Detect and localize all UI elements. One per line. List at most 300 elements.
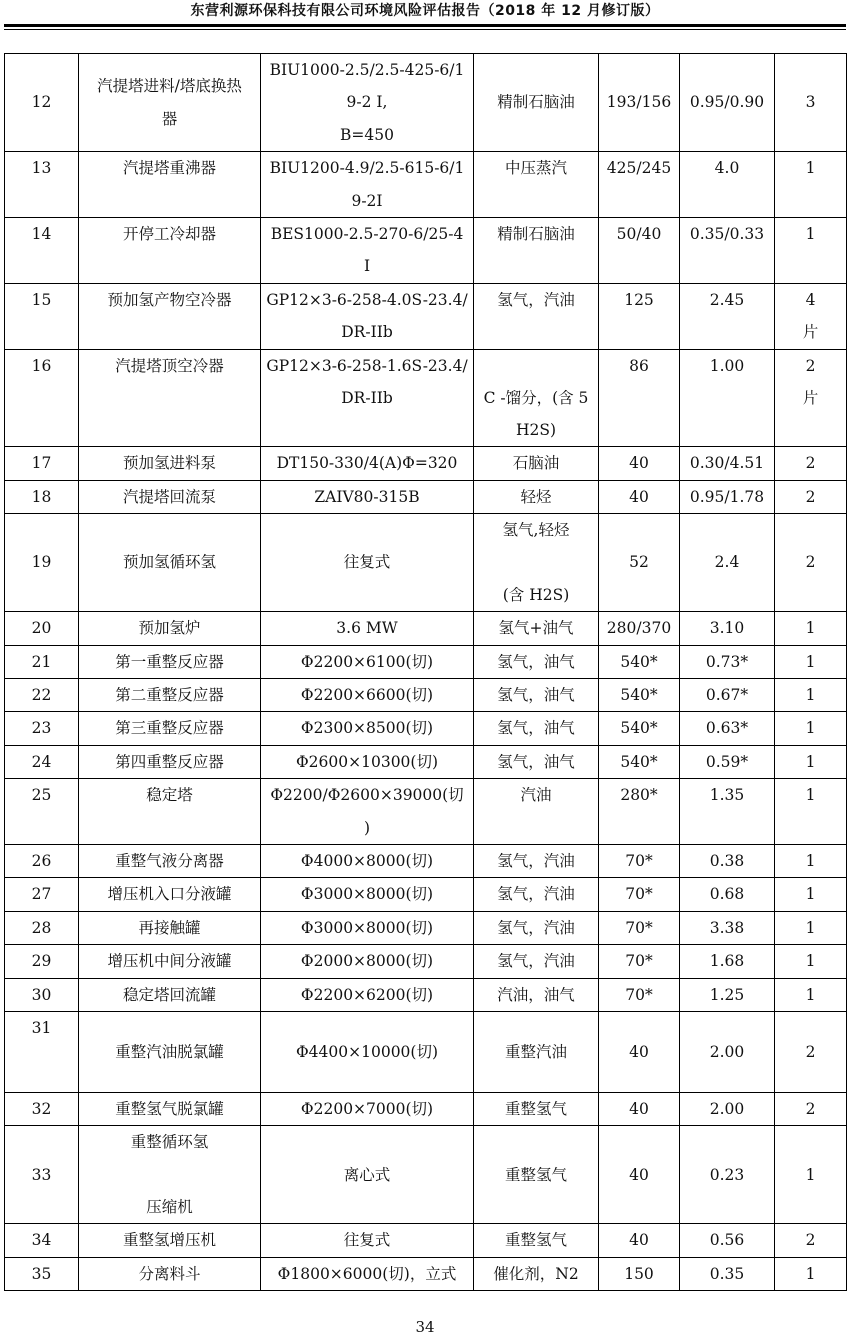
cell-medium-line: H2S) xyxy=(515,421,557,440)
cell-medium-line: 重整汽油 xyxy=(504,1042,567,1061)
cell-temperature-line: 280* xyxy=(620,786,658,805)
cell-spec-line: Φ2000×8000(切) xyxy=(300,952,434,971)
cell-medium-line xyxy=(476,350,596,382)
cell-no-text: 19 xyxy=(31,553,52,572)
cell-no xyxy=(5,911,79,944)
cell-quantity xyxy=(775,283,847,349)
cell-quantity-line: 1 xyxy=(805,851,816,870)
cell-name xyxy=(79,978,261,1011)
cell-temperature xyxy=(599,218,680,284)
cell-pressure xyxy=(680,911,775,944)
cell-quantity xyxy=(775,844,847,877)
cell-name xyxy=(79,645,261,678)
cell-pressure xyxy=(680,844,775,877)
cell-quantity-line: 1 xyxy=(805,985,816,1004)
cell-temperature-line: 540* xyxy=(620,685,658,704)
header-rule-thin xyxy=(4,29,846,30)
cell-quantity-line: 1 xyxy=(805,159,816,178)
cell-pressure-line: 3.38 xyxy=(709,918,745,937)
header-rule-thick xyxy=(4,24,846,27)
table-row xyxy=(5,712,847,745)
table-row xyxy=(5,514,847,612)
cell-temperature-line: 193/156 xyxy=(606,93,672,112)
cell-pressure xyxy=(680,447,775,480)
cell-no xyxy=(5,779,79,845)
cell-medium-line: 汽油，油气 xyxy=(497,985,575,1004)
cell-quantity-line: 片 xyxy=(802,389,819,408)
cell-spec xyxy=(261,514,474,612)
cell-temperature-line: 70* xyxy=(625,851,653,870)
cell-spec xyxy=(261,878,474,911)
cell-spec xyxy=(261,978,474,1011)
cell-spec-line: Φ4400×10000(切) xyxy=(295,1042,439,1061)
cell-medium xyxy=(474,945,599,978)
cell-pressure xyxy=(680,1257,775,1290)
cell-temperature xyxy=(599,1011,680,1092)
cell-temperature xyxy=(599,678,680,711)
cell-temperature-line: 70* xyxy=(625,918,653,937)
table-row xyxy=(5,1092,847,1125)
cell-quantity xyxy=(775,645,847,678)
cell-pressure xyxy=(680,1011,775,1092)
cell-medium-line: 氢气，油气 xyxy=(497,685,575,704)
cell-medium xyxy=(474,911,599,944)
cell-quantity-line: 2 xyxy=(805,553,816,572)
cell-quantity xyxy=(775,152,847,218)
cell-quantity-line: 4 xyxy=(805,290,816,309)
cell-spec-line: GP12×3-6-258-4.0S-23.4/ xyxy=(266,290,468,309)
cell-temperature-line: 50/40 xyxy=(616,225,662,244)
cell-pressure xyxy=(680,612,775,645)
cell-medium-line: 轻烃 xyxy=(520,487,552,506)
cell-spec-line: GP12×3-6-258-1.6S-23.4/ xyxy=(266,356,468,375)
cell-pressure xyxy=(680,978,775,1011)
cell-quantity-line: 1 xyxy=(805,885,816,904)
table-row xyxy=(5,349,847,447)
cell-medium xyxy=(474,844,599,877)
cell-medium-line: 精制石脑油 xyxy=(497,93,575,112)
cell-temperature xyxy=(599,779,680,845)
cell-medium xyxy=(474,349,599,447)
cell-pressure xyxy=(680,712,775,745)
cell-name-line: 再接触罐 xyxy=(138,918,201,937)
cell-no xyxy=(5,878,79,911)
cell-spec xyxy=(261,283,474,349)
cell-medium xyxy=(474,1011,599,1092)
cell-name xyxy=(79,712,261,745)
cell-pressure xyxy=(680,152,775,218)
cell-pressure-line: 0.59* xyxy=(705,752,749,771)
cell-spec-line: ZAIV80-315B xyxy=(314,487,420,506)
cell-spec-line: ) xyxy=(363,818,371,837)
cell-no-text: 29 xyxy=(31,952,52,971)
cell-spec xyxy=(261,612,474,645)
cell-quantity-line: 1 xyxy=(805,652,816,671)
cell-spec-line: BIU1200-4.9/2.5-615-6/1 xyxy=(269,159,465,178)
cell-no-text: 32 xyxy=(31,1099,52,1118)
cell-name-line: 第一重整反应器 xyxy=(115,652,224,671)
table-row xyxy=(5,152,847,218)
cell-no xyxy=(5,1092,79,1125)
cell-name xyxy=(79,1224,261,1257)
cell-quantity-line: 1 xyxy=(805,952,816,971)
cell-temperature xyxy=(599,54,680,152)
cell-spec xyxy=(261,712,474,745)
cell-temperature xyxy=(599,878,680,911)
cell-name xyxy=(79,878,261,911)
cell-name-line: 增压机入口分液罐 xyxy=(107,885,232,904)
cell-spec xyxy=(261,54,474,152)
cell-name xyxy=(79,1257,261,1290)
cell-temperature xyxy=(599,1126,680,1224)
cell-spec-line: BES1000-2.5-270-6/25-4 xyxy=(270,225,464,244)
cell-name xyxy=(79,283,261,349)
cell-temperature xyxy=(599,480,680,513)
cell-spec-line: 往复式 xyxy=(343,553,391,572)
cell-no-text: 14 xyxy=(31,225,52,244)
table-row xyxy=(5,480,847,513)
cell-medium xyxy=(474,218,599,284)
table-row xyxy=(5,1224,847,1257)
cell-pressure-line: 0.35 xyxy=(709,1264,745,1283)
cell-spec-line: 9-2 I, xyxy=(346,93,388,112)
cell-name xyxy=(79,447,261,480)
cell-pressure-line: 2.4 xyxy=(714,553,740,572)
cell-no xyxy=(5,945,79,978)
cell-medium xyxy=(474,645,599,678)
cell-spec xyxy=(261,844,474,877)
cell-no-text: 30 xyxy=(31,985,52,1004)
cell-no-text: 21 xyxy=(31,652,52,671)
cell-pressure-line: 4.0 xyxy=(714,159,740,178)
cell-spec xyxy=(261,1092,474,1125)
cell-medium xyxy=(474,1092,599,1125)
report-header: 东营利源环保科技有限公司环境风险评估报告（2018 年 12 月修订版） xyxy=(190,3,660,19)
table-row xyxy=(5,844,847,877)
cell-temperature-line: 40 xyxy=(629,1042,649,1061)
cell-no xyxy=(5,745,79,778)
cell-name xyxy=(79,480,261,513)
cell-temperature-line: 70* xyxy=(625,885,653,904)
cell-medium xyxy=(474,612,599,645)
cell-spec xyxy=(261,779,474,845)
cell-temperature xyxy=(599,1257,680,1290)
cell-no-text: 23 xyxy=(31,719,52,738)
cell-name xyxy=(79,911,261,944)
cell-spec xyxy=(261,152,474,218)
cell-no-text: 17 xyxy=(31,454,52,473)
cell-name-line: 重整气液分离器 xyxy=(115,851,224,870)
cell-pressure xyxy=(680,218,775,284)
cell-quantity xyxy=(775,745,847,778)
cell-name-line: 重整氢增压机 xyxy=(122,1231,216,1250)
cell-spec xyxy=(261,1224,474,1257)
cell-spec-line: Φ2200/Φ2600×39000(切 xyxy=(270,786,464,805)
cell-no xyxy=(5,480,79,513)
cell-medium-line: (含 H2S) xyxy=(502,585,570,604)
cell-spec-line: BIU1000-2.5/2.5-425-6/1 xyxy=(269,61,465,79)
cell-spec xyxy=(261,1257,474,1290)
equipment-table xyxy=(4,53,847,1291)
cell-pressure xyxy=(680,54,775,152)
cell-name-line: 预加氢循环氢 xyxy=(122,553,216,572)
cell-quantity xyxy=(775,1257,847,1290)
cell-name xyxy=(79,1092,261,1125)
cell-temperature-line: 150 xyxy=(624,1264,654,1283)
cell-no xyxy=(5,349,79,447)
cell-spec xyxy=(261,447,474,480)
cell-temperature-line: 125 xyxy=(624,290,654,309)
cell-pressure xyxy=(680,1224,775,1257)
cell-no-text: 20 xyxy=(31,619,52,638)
cell-medium-line: 重整氢气 xyxy=(504,1231,567,1250)
cell-medium xyxy=(474,745,599,778)
cell-spec xyxy=(261,745,474,778)
cell-spec xyxy=(261,218,474,284)
cell-spec-line: Φ2200×6100(切) xyxy=(300,652,434,671)
page-number: 34 xyxy=(415,1318,435,1336)
cell-medium-line: 氢气，油气 xyxy=(497,752,575,771)
cell-name xyxy=(79,218,261,284)
cell-name-line: 分离料斗 xyxy=(138,1264,201,1283)
cell-temperature-line: 40 xyxy=(629,487,649,506)
cell-medium-line: 氢气，油气 xyxy=(497,652,575,671)
cell-temperature-line: 40 xyxy=(629,454,649,473)
cell-pressure-line: 1.00 xyxy=(709,356,745,375)
cell-no-text: 35 xyxy=(31,1264,52,1283)
table-row xyxy=(5,283,847,349)
cell-spec xyxy=(261,349,474,447)
cell-medium xyxy=(474,447,599,480)
cell-quantity xyxy=(775,1126,847,1224)
cell-name xyxy=(79,779,261,845)
cell-no-text: 12 xyxy=(31,93,52,112)
cell-name xyxy=(79,152,261,218)
cell-medium-line: 精制石脑油 xyxy=(497,225,575,244)
table-row xyxy=(5,745,847,778)
cell-no xyxy=(5,218,79,284)
cell-quantity xyxy=(775,514,847,612)
cell-no xyxy=(5,152,79,218)
cell-no-text: 31 xyxy=(31,1018,52,1037)
cell-name xyxy=(79,945,261,978)
cell-temperature-line: 40 xyxy=(629,1165,649,1184)
cell-name xyxy=(79,678,261,711)
cell-temperature xyxy=(599,712,680,745)
cell-quantity-line: 1 xyxy=(805,225,816,244)
table-row xyxy=(5,978,847,1011)
cell-name-line: 第三重整反应器 xyxy=(115,719,224,738)
cell-medium xyxy=(474,779,599,845)
table-row xyxy=(5,1011,847,1092)
cell-no xyxy=(5,612,79,645)
cell-medium-line: 汽油 xyxy=(520,786,552,805)
cell-spec-line: I xyxy=(363,257,371,276)
cell-temperature-line: 52 xyxy=(629,553,649,572)
cell-no-text: 25 xyxy=(31,786,52,805)
cell-temperature-line: 425/245 xyxy=(606,159,672,178)
cell-quantity xyxy=(775,447,847,480)
cell-pressure-line: 0.63* xyxy=(705,719,749,738)
cell-medium-line: 氢气，汽油 xyxy=(497,918,575,937)
cell-pressure xyxy=(680,1092,775,1125)
cell-pressure-line: 0.35/0.33 xyxy=(689,225,765,244)
cell-pressure-line: 0.95/0.90 xyxy=(689,93,765,112)
cell-quantity-line: 2 xyxy=(805,1231,816,1250)
cell-medium-line: 氢气，汽油 xyxy=(497,851,575,870)
cell-pressure-line: 0.73* xyxy=(705,652,749,671)
cell-no xyxy=(5,712,79,745)
cell-pressure-line: 0.67* xyxy=(705,685,749,704)
cell-name-line: 增压机中间分液罐 xyxy=(107,952,232,971)
cell-temperature xyxy=(599,645,680,678)
cell-medium xyxy=(474,514,599,612)
cell-name-line: 压缩机 xyxy=(146,1197,193,1216)
cell-quantity xyxy=(775,1092,847,1125)
cell-no-text: 15 xyxy=(31,290,52,309)
cell-spec-line: 9-2I xyxy=(351,191,383,210)
cell-pressure-line: 2.00 xyxy=(709,1099,745,1118)
cell-quantity xyxy=(775,779,847,845)
cell-quantity-line: 1 xyxy=(805,752,816,771)
cell-quantity xyxy=(775,978,847,1011)
cell-quantity xyxy=(775,1224,847,1257)
cell-name-line: 稳定塔 xyxy=(146,786,193,805)
cell-no xyxy=(5,1126,79,1224)
cell-quantity-line: 片 xyxy=(802,323,819,342)
cell-spec-line: Φ1800×6000(切)，立式 xyxy=(277,1264,457,1283)
cell-temperature xyxy=(599,612,680,645)
cell-pressure-line: 0.30/4.51 xyxy=(689,454,765,473)
table-row xyxy=(5,1126,847,1224)
cell-quantity xyxy=(775,712,847,745)
cell-no-text: 13 xyxy=(31,159,52,178)
cell-spec-line: Φ2200×6200(切) xyxy=(300,985,434,1004)
cell-medium-line: C -馏分，(含 5 xyxy=(483,388,589,407)
cell-medium-line xyxy=(476,547,596,579)
cell-no xyxy=(5,645,79,678)
cell-medium-line: 氢气，汽油 xyxy=(497,885,575,904)
cell-spec xyxy=(261,911,474,944)
cell-pressure xyxy=(680,480,775,513)
cell-spec-line: Φ2300×8500(切) xyxy=(300,719,434,738)
cell-temperature-line: 40 xyxy=(629,1099,649,1118)
cell-no-text: 22 xyxy=(31,685,52,704)
cell-pressure-line: 0.56 xyxy=(709,1231,745,1250)
cell-no-text: 27 xyxy=(31,885,52,904)
cell-temperature xyxy=(599,1224,680,1257)
cell-quantity-line: 1 xyxy=(805,918,816,937)
cell-medium-line: 重整氢气 xyxy=(504,1165,567,1184)
table-row xyxy=(5,645,847,678)
cell-name xyxy=(79,54,261,152)
cell-temperature xyxy=(599,283,680,349)
cell-quantity xyxy=(775,349,847,447)
cell-temperature xyxy=(599,745,680,778)
cell-pressure-line: 0.38 xyxy=(709,851,745,870)
cell-no-text: 18 xyxy=(31,487,52,506)
cell-pressure xyxy=(680,678,775,711)
table-row xyxy=(5,878,847,911)
cell-pressure xyxy=(680,945,775,978)
cell-quantity-line: 2 xyxy=(805,454,816,473)
cell-name xyxy=(79,745,261,778)
cell-temperature xyxy=(599,152,680,218)
cell-no xyxy=(5,1224,79,1257)
cell-spec xyxy=(261,1126,474,1224)
cell-pressure xyxy=(680,745,775,778)
cell-name-line: 预加氢炉 xyxy=(138,619,201,638)
cell-quantity-line: 2 xyxy=(805,356,816,375)
cell-medium-line: 氢气,轻烃 xyxy=(502,521,570,540)
cell-temperature xyxy=(599,911,680,944)
cell-name-line: 预加氢产物空冷器 xyxy=(107,290,232,309)
cell-temperature-line: 540* xyxy=(620,752,658,771)
table-row xyxy=(5,1257,847,1290)
cell-no-text: 16 xyxy=(31,356,52,375)
cell-temperature-line: 40 xyxy=(629,1231,649,1250)
table-row xyxy=(5,612,847,645)
cell-spec-line: 往复式 xyxy=(343,1231,391,1250)
cell-name xyxy=(79,1011,261,1092)
cell-spec xyxy=(261,678,474,711)
table-row xyxy=(5,945,847,978)
cell-spec-line: Φ2600×10300(切) xyxy=(295,752,439,771)
cell-no xyxy=(5,54,79,152)
cell-name-line: 重整氢气脱氯罐 xyxy=(115,1099,224,1118)
cell-quantity-line: 1 xyxy=(805,1264,816,1283)
cell-pressure xyxy=(680,283,775,349)
cell-spec-line: 离心式 xyxy=(343,1165,391,1184)
cell-name-line: 重整汽油脱氯罐 xyxy=(115,1042,224,1061)
cell-temperature-line: 70* xyxy=(625,985,653,1004)
cell-temperature-line: 540* xyxy=(620,652,658,671)
cell-quantity xyxy=(775,480,847,513)
cell-temperature-line: 86 xyxy=(629,356,649,375)
cell-quantity xyxy=(775,1011,847,1092)
cell-quantity-line: 2 xyxy=(805,1099,816,1118)
cell-name-line: 第二重整反应器 xyxy=(115,685,224,704)
cell-name-line: 稳定塔回流罐 xyxy=(122,985,216,1004)
cell-spec-line: DT150-330/4(A)Φ=320 xyxy=(276,454,458,473)
cell-quantity xyxy=(775,54,847,152)
cell-no xyxy=(5,1257,79,1290)
cell-medium xyxy=(474,712,599,745)
cell-no-text: 33 xyxy=(31,1165,52,1184)
cell-medium xyxy=(474,480,599,513)
cell-quantity-line: 1 xyxy=(805,786,816,805)
cell-medium xyxy=(474,1257,599,1290)
cell-spec-line: Φ4000×8000(切) xyxy=(300,851,434,870)
cell-name-line: 汽提塔顶空冷器 xyxy=(115,356,224,375)
cell-spec xyxy=(261,480,474,513)
cell-no xyxy=(5,678,79,711)
cell-medium xyxy=(474,878,599,911)
cell-medium-line: 氢气+油气 xyxy=(498,619,574,638)
cell-quantity-line: 1 xyxy=(805,719,816,738)
cell-no-text: 28 xyxy=(31,918,52,937)
cell-quantity-line: 1 xyxy=(805,1165,816,1184)
cell-spec-line: B=450 xyxy=(340,125,394,144)
cell-pressure-line: 3.10 xyxy=(709,619,745,638)
cell-medium-line: 重整氢气 xyxy=(504,1099,567,1118)
cell-quantity-line: 2 xyxy=(805,1042,816,1061)
cell-medium xyxy=(474,283,599,349)
table-row xyxy=(5,911,847,944)
cell-name-line: 器 xyxy=(161,109,178,128)
cell-temperature-line: 540* xyxy=(620,719,658,738)
cell-pressure-line: 0.95/1.78 xyxy=(689,487,765,506)
